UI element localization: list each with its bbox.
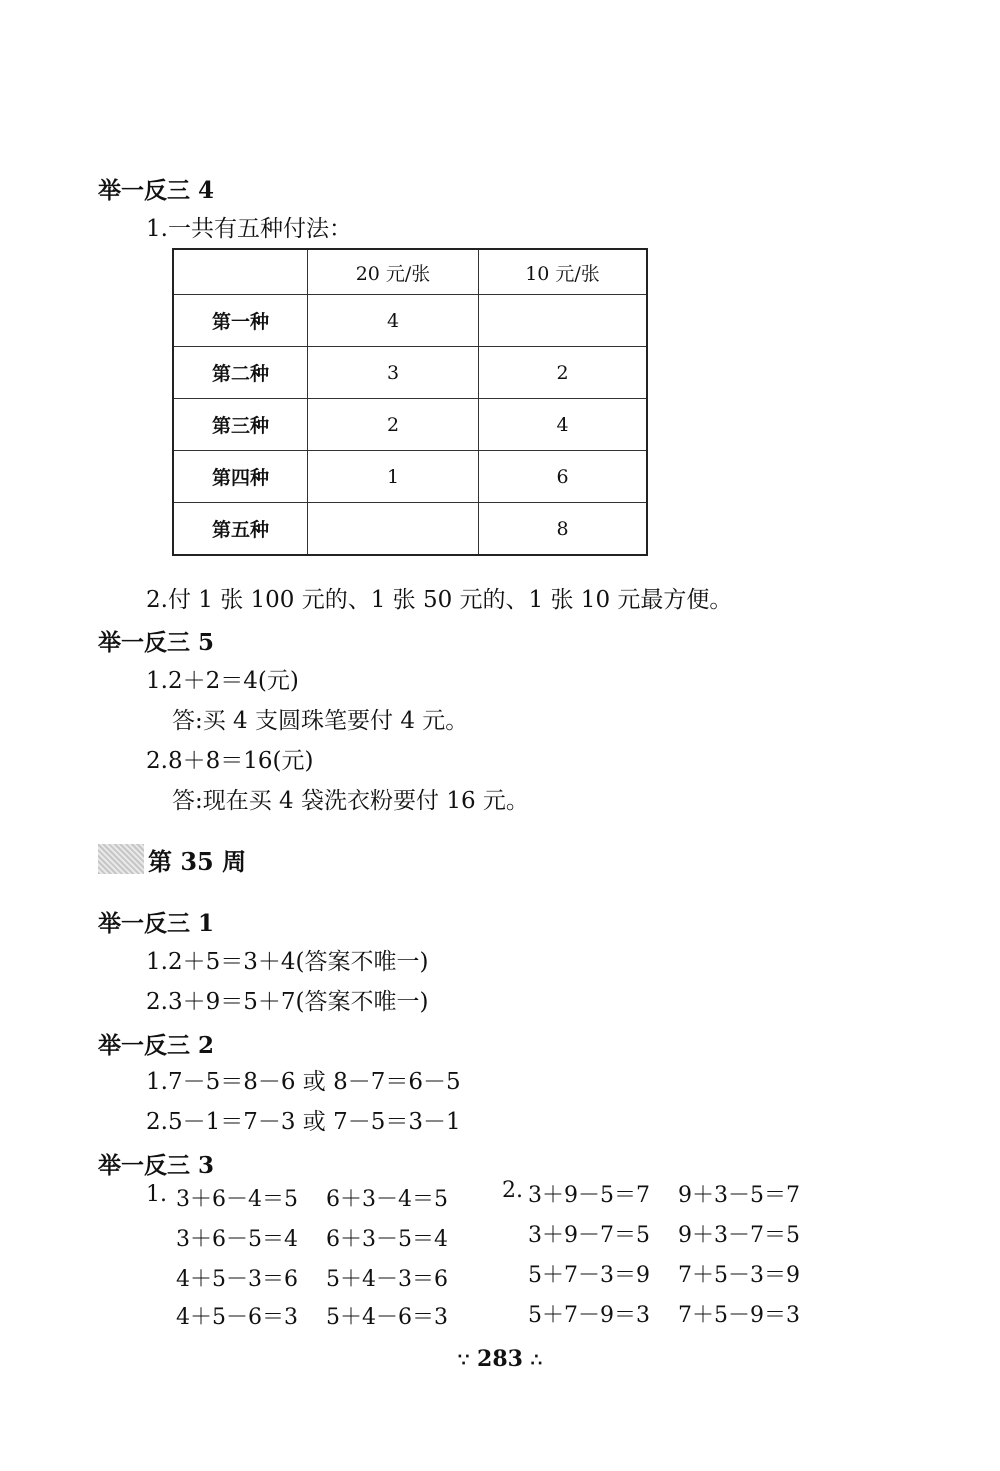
- section-heading: 举一反三 1: [98, 910, 215, 937]
- question-line: 1.2＋2＝4(元): [146, 668, 299, 694]
- week-heading: [98, 842, 246, 876]
- row-label: 第一种: [173, 295, 308, 347]
- answer-line: 答:买 4 支圆珠笔要付 4 元。: [172, 708, 469, 734]
- table-row: [173, 451, 647, 503]
- section-heading: 举一反三 4: [98, 177, 215, 204]
- table-row: [173, 503, 647, 556]
- row-label: 第四种: [173, 451, 308, 503]
- question-line: 2.5－1＝7－3 或 7－5＝3－1: [146, 1109, 461, 1135]
- row-label: 第五种: [173, 503, 308, 556]
- page-number: 283: [477, 1346, 523, 1372]
- equation: 5＋4－3＝6: [326, 1267, 448, 1292]
- equation: 3＋6－5＝4: [176, 1227, 298, 1252]
- table-cell: 6: [479, 451, 648, 503]
- table-header-cell: 20 元/张: [308, 249, 479, 295]
- row-label: 第三种: [173, 399, 308, 451]
- table-header-cell: 10 元/张: [479, 249, 648, 295]
- question-line: 1.一共有五种付法：: [146, 216, 352, 242]
- equation: 7＋5－3＝9: [678, 1263, 800, 1288]
- question-line: 1.2＋5＝3＋4(答案不唯一): [146, 949, 429, 975]
- equation: 6＋3－5＝4: [326, 1227, 448, 1252]
- table-cell: 1: [308, 451, 479, 503]
- answer-line: 答:现在买 4 袋洗衣粉要付 16 元。: [172, 788, 529, 814]
- table-cell: 4: [308, 295, 479, 347]
- question-line: 1.7－5＝8－6 或 8－7＝6－5: [146, 1069, 461, 1095]
- equation: 5＋7－3＝9: [528, 1263, 650, 1288]
- equation: 4＋5－6＝3: [176, 1305, 298, 1330]
- equation: 6＋3－4＝5: [326, 1187, 448, 1212]
- table-cell: 8: [479, 503, 648, 556]
- equation: 9＋3－5＝7: [678, 1183, 800, 1208]
- table-header-row: [173, 249, 647, 295]
- problem-label: 2.: [502, 1178, 523, 1203]
- shaded-marker: [98, 844, 144, 874]
- section-heading: 举一反三 2: [98, 1032, 215, 1059]
- table-header-cell: [173, 249, 308, 295]
- question-line: 2.付 1 张 100 元的、1 张 50 元的、1 张 10 元最方便。: [146, 587, 733, 613]
- week-title: 第 35 周: [148, 846, 247, 876]
- equation: 3＋9－5＝7: [528, 1183, 650, 1208]
- table-cell: [308, 503, 479, 556]
- page-number-footer: [0, 1346, 1000, 1372]
- row-label: 第二种: [173, 347, 308, 399]
- equation: 7＋5－9＝3: [678, 1303, 800, 1328]
- dots-ornament-right: ∴: [530, 1350, 543, 1371]
- section-heading: 举一反三 5: [98, 629, 215, 656]
- problem-label: 1.: [146, 1182, 167, 1207]
- section-heading: 举一反三 3: [98, 1152, 215, 1179]
- table-cell: 2: [308, 399, 479, 451]
- equation: 4＋5－3＝6: [176, 1267, 298, 1292]
- payment-table: [172, 248, 648, 556]
- table-row: [173, 399, 647, 451]
- question-line: 2.3＋9＝5＋7(答案不唯一): [146, 989, 429, 1015]
- equation: 9＋3－7＝5: [678, 1223, 800, 1248]
- equation: 3＋9－7＝5: [528, 1223, 650, 1248]
- equation: 5＋4－6＝3: [326, 1305, 448, 1330]
- table-cell: 4: [479, 399, 648, 451]
- equation: 3＋6－4＝5: [176, 1187, 298, 1212]
- table-row: [173, 347, 647, 399]
- question-line: 2.8＋8＝16(元): [146, 748, 314, 774]
- table-row: [173, 295, 647, 347]
- equation: 5＋7－9＝3: [528, 1303, 650, 1328]
- table-cell: 3: [308, 347, 479, 399]
- dots-ornament-left: ∵: [457, 1350, 470, 1371]
- table-cell: 2: [479, 347, 648, 399]
- table-cell: [479, 295, 648, 347]
